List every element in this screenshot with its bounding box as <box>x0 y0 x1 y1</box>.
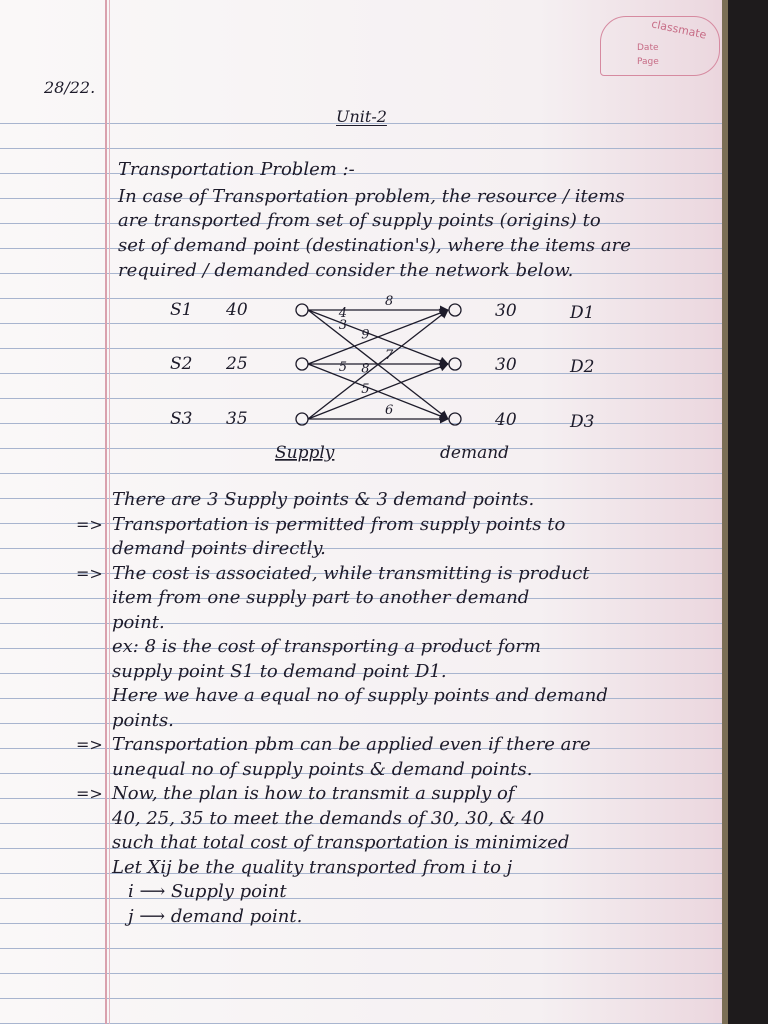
supply-node-qty: 35 <box>226 409 248 429</box>
bullet-arrow: => <box>76 515 103 534</box>
supply-axis-label: Supply <box>275 443 335 463</box>
page-edge-shadow <box>722 0 768 1024</box>
demand-node <box>449 304 461 316</box>
demand-axis-label: demand <box>440 443 510 463</box>
edge-cost-label: 5 <box>338 360 348 376</box>
supply-node-name: S3 <box>170 409 193 429</box>
note-line: The cost is associated, while transmitting is product <box>112 563 590 584</box>
bullet-arrow: => <box>76 784 103 803</box>
supply-node <box>296 358 308 370</box>
demand-node-name: D1 <box>570 303 595 323</box>
supply-node-name: S2 <box>170 354 193 374</box>
note-line: point. <box>112 612 165 633</box>
edge-cost-label: 5 <box>361 382 370 398</box>
note-line: Transportation is permitted from supply points to <box>112 514 566 535</box>
note-line: demand points directly. <box>112 538 326 559</box>
note-line: ex: 8 is the cost of transporting a product form <box>112 636 541 657</box>
supply-node-qty: 25 <box>226 354 248 374</box>
note-line: Now, the plan is how to transmit a supply of <box>112 783 515 804</box>
note-line: Let Xij be the quality transported from i to j <box>112 857 513 878</box>
edge-cost-label: 3 <box>338 317 348 333</box>
intro-line: set of demand point (destination's), where the items are <box>118 235 631 256</box>
demand-node-qty: 30 <box>495 355 517 375</box>
note-line: 40, 25, 35 to meet the demands of 30, 30, & 40 <box>112 808 545 829</box>
margin-line-inner <box>109 0 110 1024</box>
edge-cost-label: 6 <box>385 403 394 418</box>
supply-node <box>296 304 308 316</box>
intro-line: required / demanded consider the network below. <box>118 260 574 281</box>
demand-node <box>449 358 461 370</box>
supply-node <box>296 413 308 425</box>
stamp-page-label: Page <box>637 57 659 67</box>
intro-line: are transported from set of supply points (origins) to <box>118 210 601 231</box>
demand-node-qty: 40 <box>495 410 517 430</box>
note-line: item from one supply part to another demand <box>112 587 530 608</box>
stamp-date-label: Date <box>637 43 659 53</box>
classmate-stamp <box>600 16 720 76</box>
note-line: There are 3 Supply points & 3 demand points. <box>112 489 535 510</box>
supply-node-qty: 40 <box>226 300 248 320</box>
note-line: j ⟶ demand point. <box>128 906 303 927</box>
page-date: 28/22. <box>44 78 96 97</box>
note-line: Here we have a equal no of supply points and demand <box>112 685 608 706</box>
note-line: points. <box>112 710 174 731</box>
note-line: supply point S1 to demand point D1. <box>112 661 447 682</box>
note-line: unequal no of supply points & demand points. <box>112 759 533 780</box>
demand-node-name: D2 <box>570 357 595 377</box>
page-edge-strip <box>722 0 728 1024</box>
section-title: Transportation Problem :- <box>118 159 355 180</box>
demand-node-name: D3 <box>570 412 595 432</box>
intro-line: In case of Transportation problem, the resource / items <box>118 186 625 207</box>
note-line: i ⟶ Supply point <box>128 881 287 902</box>
stamp-brand: classmate <box>650 17 708 42</box>
transportation-network-diagram <box>110 282 722 472</box>
edge-cost-label: 7 <box>385 348 394 363</box>
note-line: such that total cost of transportation is minimized <box>112 832 570 853</box>
page-heading: Unit-2 <box>336 107 387 126</box>
margin-line <box>105 0 107 1024</box>
edge-cost-label: 8 <box>385 294 394 309</box>
bullet-arrow: => <box>76 564 103 583</box>
bullet-arrow: => <box>76 735 103 754</box>
supply-node-name: S1 <box>170 300 193 320</box>
edge-cost-label: 9 <box>361 327 370 343</box>
edge-cost-label: 8 <box>361 361 370 377</box>
demand-node <box>449 413 461 425</box>
edge-cost-label: 4 <box>338 305 348 321</box>
demand-node-qty: 30 <box>495 301 517 321</box>
note-line: Transportation pbm can be applied even if there are <box>112 734 591 755</box>
